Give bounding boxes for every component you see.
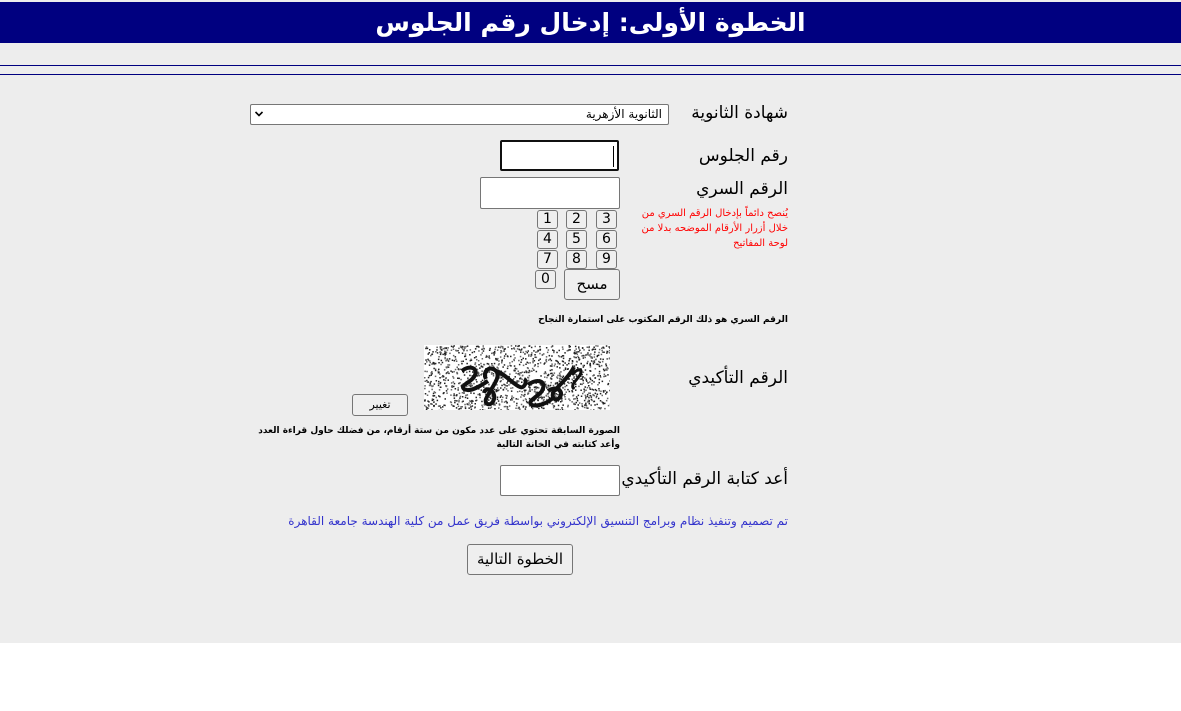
keypad-button-6[interactable]: 6 <box>596 230 617 249</box>
captcha-noise-graphic <box>424 345 610 410</box>
captcha-repeat-input[interactable] <box>500 465 620 496</box>
keypad-clear-button[interactable]: مسح <box>564 269 620 300</box>
keypad-button-0[interactable]: 0 <box>535 270 556 289</box>
divider-bottom <box>0 74 1181 75</box>
keypad-button-7[interactable]: 7 <box>537 250 558 269</box>
captcha-note: الصورة السابقة تحتوي على عدد مكون من ستة أرقام، من فضلك حاول قراءة العدد وأعد كتابته في الخانة التالية <box>258 426 620 450</box>
keypad-button-5[interactable]: 5 <box>566 230 587 249</box>
secret-number-label: الرقم السري <box>696 179 788 199</box>
keypad-button-2[interactable]: 2 <box>566 210 587 229</box>
seat-number-label: رقم الجلوس <box>698 146 788 166</box>
seat-number-input[interactable] <box>500 140 619 171</box>
keypad-button-8[interactable]: 8 <box>566 250 587 269</box>
keypad-button-4[interactable]: 4 <box>537 230 558 249</box>
captcha-repeat-label: أعد كتابة الرقم التأكيدي <box>621 469 788 489</box>
captcha-label: الرقم التأكيدي <box>688 368 788 388</box>
secret-number-input[interactable] <box>480 177 620 209</box>
keypad-button-9[interactable]: 9 <box>596 250 617 269</box>
keypad-button-1[interactable]: 1 <box>537 210 558 229</box>
chevron-down-icon <box>255 110 263 118</box>
secret-number-hint: يُنصح دائماً بإدخال الرقم السري من خلال أزرار الأرقام الموضحه بدلا من لوحة المفاتيح <box>641 208 788 249</box>
credits-text: تم تصميم وتنفيذ نظام وبرامج التنسيق الإلكتروني بواسطة فريق عمل من كلية الهندسة جامعة القاهرة <box>288 514 788 528</box>
divider-top <box>0 65 1181 66</box>
secret-number-note: الرقم السري هو ذلك الرقم المكتوب على استمارة النجاح <box>538 315 788 325</box>
text-caret <box>613 146 614 167</box>
captcha-change-button[interactable]: تغيير <box>352 394 408 416</box>
certificate-selected-value: الثانوية الأزهرية <box>585 107 662 121</box>
certificate-label: شهادة الثانوية <box>691 103 788 123</box>
next-step-button[interactable]: الخطوة التالية <box>467 544 573 575</box>
page-title: الخطوة الأولى: إدخال رقم الجلوس <box>0 2 1181 43</box>
certificate-select[interactable] <box>250 104 669 125</box>
captcha-image <box>424 345 610 410</box>
keypad-button-3[interactable]: 3 <box>596 210 617 229</box>
